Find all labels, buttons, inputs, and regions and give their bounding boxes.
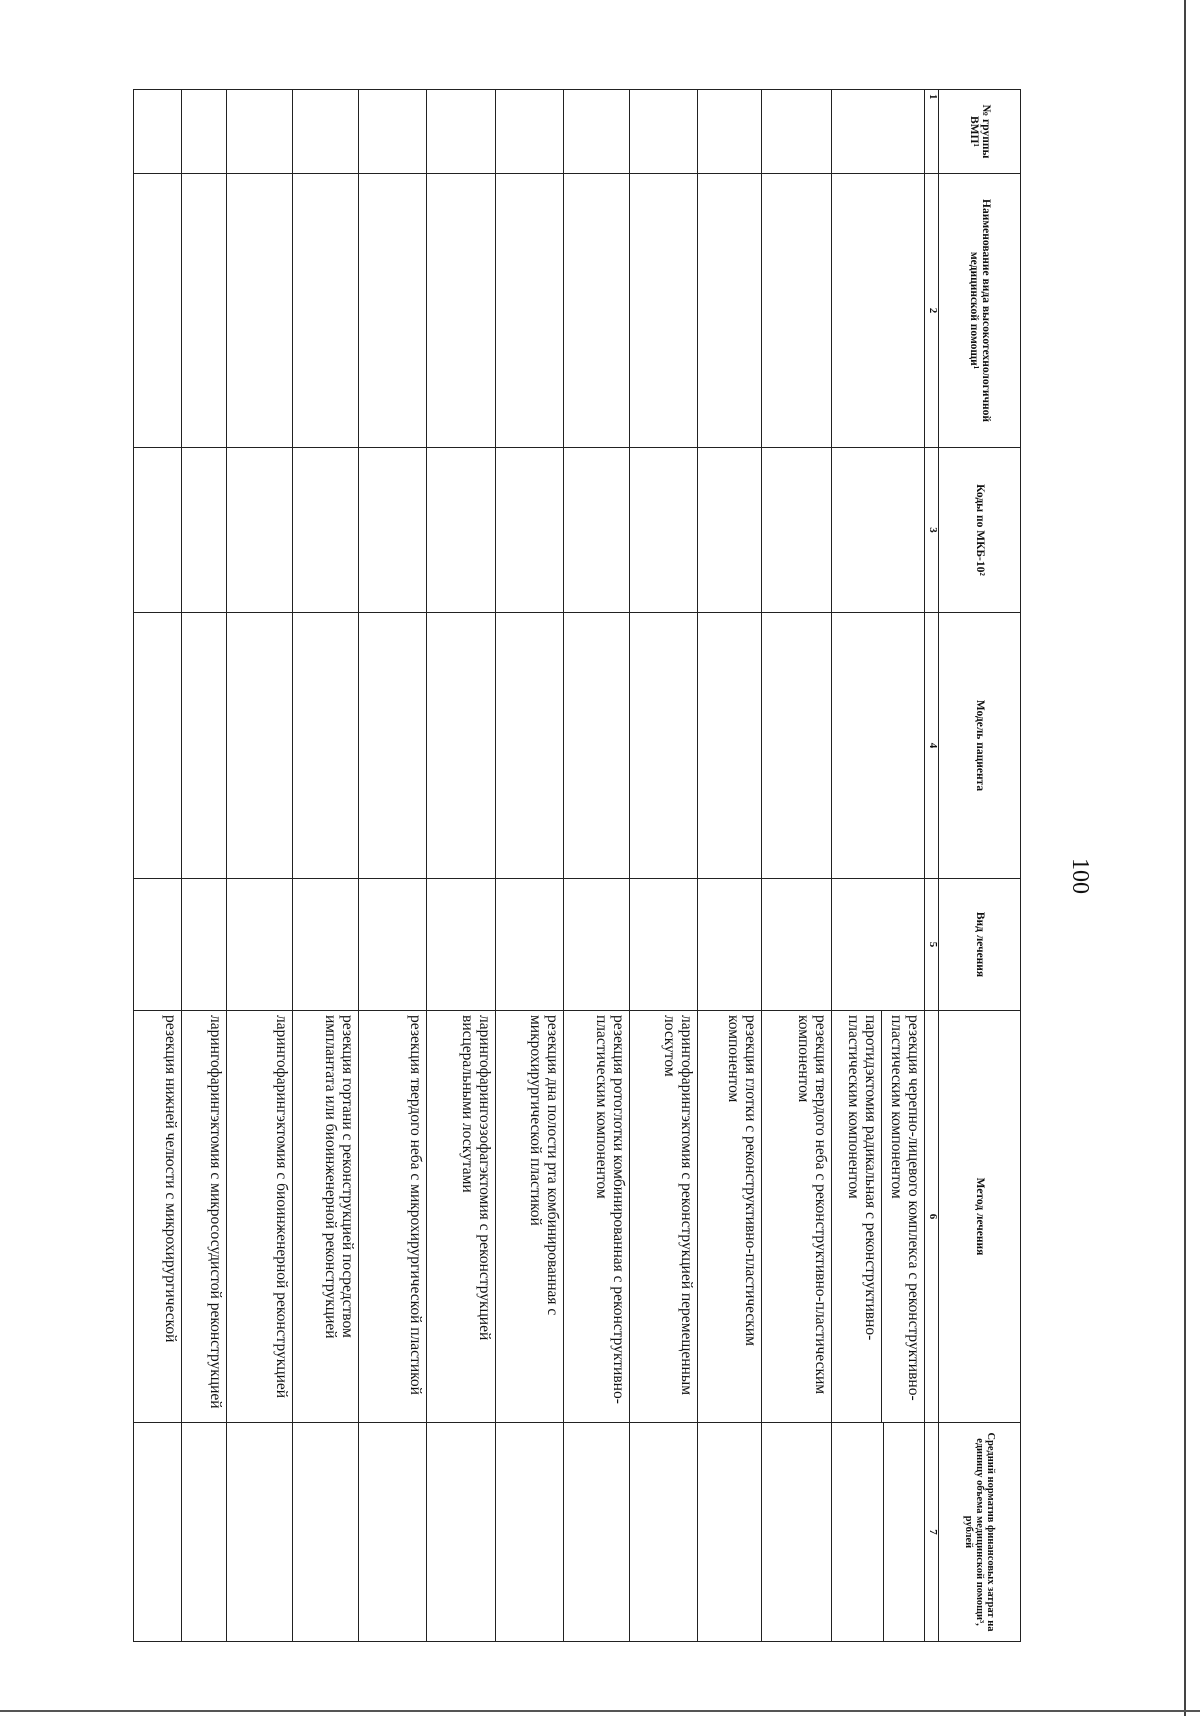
table-row [359, 90, 427, 1642]
colnum-7: 7 [925, 1423, 939, 1642]
colnum-6: 6 [925, 1011, 939, 1423]
method-text: ларингофарингэктомия с биоинженерной реконструкцией [227, 1011, 293, 1423]
table-row [698, 90, 762, 1642]
method-text: резекция нижней челюсти с микрохирургической [134, 1011, 182, 1423]
method-text: ларингофарингэктомия с микрососудистой реконструкцией [181, 1011, 226, 1423]
colnum-1: 1 [925, 90, 939, 174]
header-col-3: Коды по МКБ-10² [939, 448, 1021, 613]
method-text: ларингофарингоэзофагэктомия с реконструкцией висцеральными лоскутами [427, 1011, 495, 1423]
table-row [832, 90, 925, 1642]
table-row [495, 90, 563, 1642]
header-col-4: Модель пациента [939, 613, 1021, 879]
colnum-2: 2 [925, 174, 939, 448]
method-cell [832, 1011, 925, 1423]
header-col-5: Вид лечения [939, 879, 1021, 1011]
method-text: ларингофарингэктомия с реконструкцией перемещенным лоскутом [629, 1011, 697, 1423]
method-text: резекция дна полости рта комбинированная с микрохирургической пластикой [495, 1011, 563, 1423]
table-row [227, 90, 293, 1642]
header-col-2: Наименование вида высокотехнологичной медицинской помощи¹ [939, 174, 1021, 448]
table-row [563, 90, 629, 1642]
table-row [629, 90, 697, 1642]
method-text: резекция ротоглотки комбинированная с реконструктивно-пластическим компонентом [563, 1011, 629, 1423]
table-row [181, 90, 226, 1642]
colnum-3: 3 [925, 448, 939, 613]
colnum-5: 5 [925, 879, 939, 1011]
header-row [939, 90, 1021, 1642]
table-row [134, 90, 182, 1642]
header-col-7: Средний норматив финансовых затрат на единицу объема медицинской помощи³, рублей [939, 1423, 1021, 1642]
rotated-table-page [133, 89, 1021, 1641]
scan-edge-bottom [0, 1710, 1200, 1712]
page-number: 100 [1067, 858, 1093, 894]
table-row [427, 90, 495, 1642]
scan-edge-right [1184, 0, 1186, 1716]
colnum-4: 4 [925, 613, 939, 879]
header-col-1: № группы ВМП¹ [939, 90, 1021, 174]
column-number-row [925, 90, 939, 1642]
table-row [293, 90, 359, 1642]
method-text: резекция глотки с реконструктивно-пластическим компонентом [698, 1011, 762, 1423]
method-text: резекция твердого неба с микрохирургической пластикой [359, 1011, 427, 1423]
table-row [761, 90, 832, 1642]
method-text: паротидэктомия радикальная с реконструктивно-пластическим компонентом [845, 1015, 880, 1341]
method-text: резекция гортани с реконструкцией посредством имплантата или биоинженерной реконструкцией [293, 1011, 359, 1423]
header-col-6: Метод лечения [939, 1011, 1021, 1423]
vmp-table [133, 89, 1021, 1642]
method-text: резекция твердого неба с реконструктивно-пластическим компонентом [761, 1011, 832, 1423]
method-text: резекция черепно-лицевого комплекса с реконструктивно-пластическим компонентом [881, 1011, 924, 1422]
